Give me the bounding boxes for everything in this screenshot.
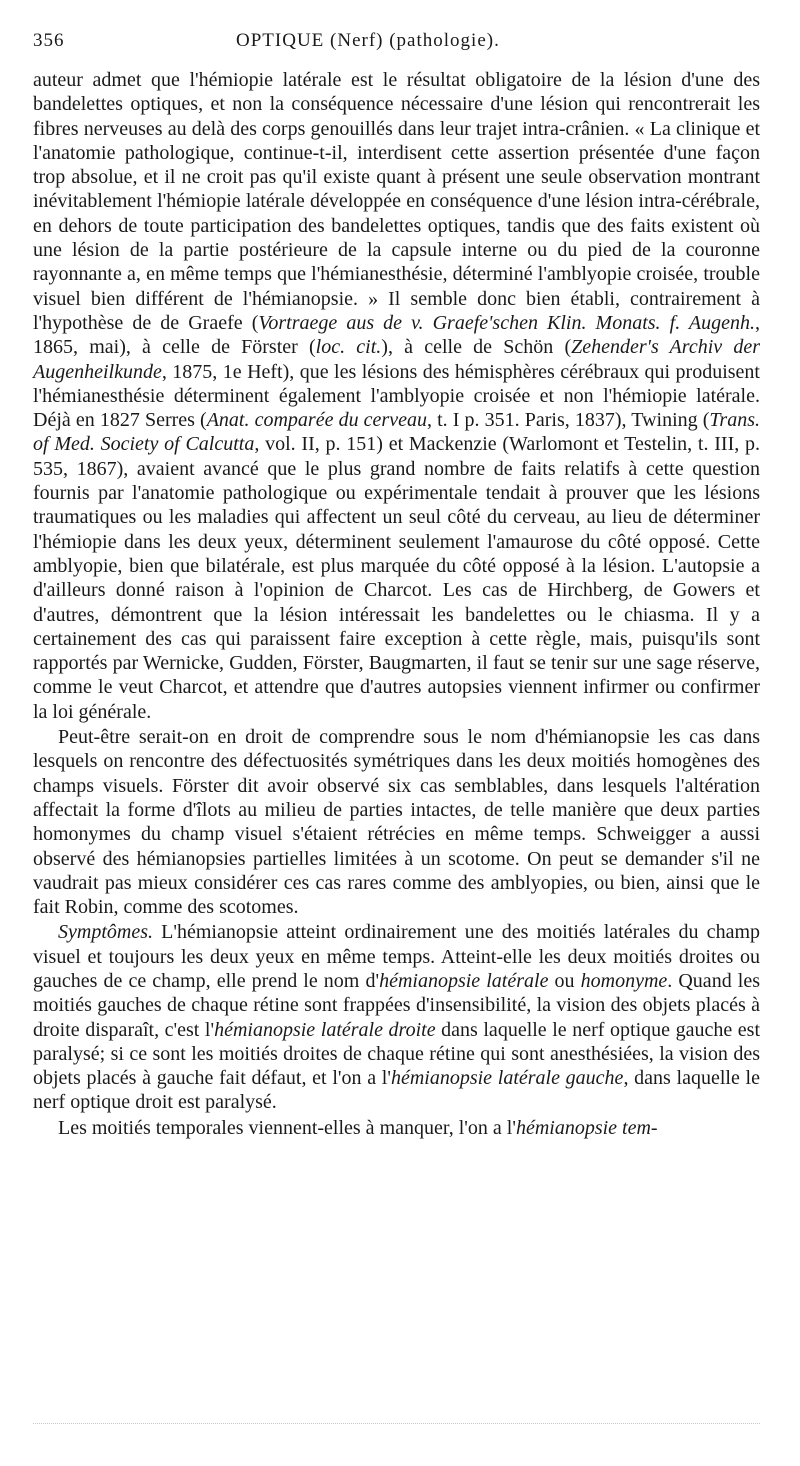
italic-run: homonyme	[580, 969, 668, 992]
italic-run: loc. cit.	[315, 336, 382, 359]
footer-dotted-rule	[33, 1423, 760, 1424]
text-run: , 1865, mai), à celle de Förster (	[33, 311, 761, 359]
running-title: OPTIQUE (Nerf) (pathologie).	[236, 30, 500, 51]
italic-run: hémianopsie latérale droite	[214, 1018, 436, 1041]
text-run: , vol. II, p. 151) et Mackenzie (Warlomont et Testelin, t. III, p. 535, 1867), avaient avancé que le plus grand nombre de faits relatifs à cette question fournis par l'anatomie pathologique ou expérimentale tendait à prouver que les lésions traumatiques ou les maladies qui affectent un seul côté du cerveau, au lieu de déterminer l'hémiopie dans les deux yeux, déterminent seulement l'amaurose du côté opposé. Cette amblyopie, bien que bilatérale, est plus marquée du côté opposé à la lésion. L'autopsie a d'ailleurs donné raison à l'opinion de Charcot. Les cas de Hirchberg, de Gowers et d'autres, démontrent que la lésion intéressait les bandelettes ou le chiasma. Il y a certainement des cas qui paraissent faire exception à cette règle, mais, puisqu'ils sont rapportés par Wernicke, Gudden, Förster, Baugmarten, il faut se tenir sur une sage réserve, comme le veut Charcot, et attendre que d'autres autopsies viennent infirmer ou confirmer la loi générale.	[33, 433, 760, 723]
page-number: 356	[33, 30, 65, 51]
text-run: auteur admet que l'hémiopie latérale est le résultat obligatoire de la lésion d'une des bandelettes optiques, et non la conséquence nécessaire d'une lésion qui rencontrerait les fibres nerveuses au delà des corps genouillés dans leur trajet intra-crânien. « La clinique et l'anatomie pathologique, continue-t-il, interdisent cette assertion présentée d'une façon trop absolue, et il ne croit pas qu'il existe quant à présent une seule observation montrant inévitablement l'hémiopie latérale développée en conséquence d'une lésion intra-cérébrale, en dehors de toute participation des bandelettes optiques, tandis que des faits existent où une lésion de la partie postérieure de la capsule interne ou du pied de la couronne rayonnante a, en même temps que l'hémianesthésie, déterminé l'amblyopie croisée, trouble visuel bien différent de l'hémianopsie. » Il semble donc bien établi, contrairement à l'hypothèse de de Graefe (	[33, 69, 760, 334]
paragraph-temporales	[33, 1116, 760, 1140]
paragraph-hemianopsie-definition	[33, 725, 760, 919]
italic-run: Zehender's Archiv der Augenheilkunde	[33, 336, 760, 383]
text-run: ), à celle de Schön (	[381, 336, 572, 359]
paragraph-continuation	[33, 68, 760, 724]
italic-run: hémianopsie latérale gauche	[390, 1067, 624, 1090]
italic-run: Anat. comparée du cerveau	[206, 409, 427, 432]
text-run: Peut-être serait-on en droit de comprendre sous le nom d'hémianopsie les cas dans lesquels on rencontre des défectuosités symétriques dans les deux moitiés homogènes des champs visuels. Förster dit avoir observé six cas semblables, dans lesquels l'altération affectait la forme d'îlots au milieu de parties intactes, de telle manière que deux parties homonymes du champ visuel s'étaient rétrécies en même temps. Schweigger a aussi observé des hémianopsies partielles limitées à un scotome. On peut se demander s'il ne vaudrait pas mieux considérer ces cas rares comme des amblyopies, ou bien, ainsi que le fait Robin, comme des scotomes.	[33, 726, 760, 919]
italic-run: hémianopsie tem-	[515, 1116, 658, 1139]
italic-run: hémianopsie latérale	[379, 969, 549, 992]
text-run: ou	[548, 969, 581, 992]
text-run: , t. I p. 351. Paris, 1837), Twining (	[426, 409, 710, 432]
body-text	[33, 68, 760, 1140]
text-run: . Quand les moitiés gauches de chaque rétine sont frappées d'insensibilité, la vision des objets placés à droite disparaît, c'est l'	[33, 969, 760, 1041]
italic-run: Vortraege aus de v. Graefe'schen Klin. Monats. f. Augenh.	[258, 311, 756, 334]
running-head	[33, 30, 760, 60]
text-run: L'hémianopsie atteint ordinairement une des moitiés latérales du champ visuel et toujours les deux yeux en même temps. Atteint-elle les deux moitiés droites ou gauches de ce champ, elle prend le nom d'	[33, 921, 760, 992]
section-heading-symptomes: Symptômes.	[58, 921, 153, 944]
text-run: dans laquelle le nerf optique gauche est paralysé; si ce sont les moitiés droites de chaque rétine qui sont anesthésiées, la vision des objets placés à gauche fait défaut, et l'on a l'	[33, 1018, 760, 1090]
paragraph-symptomes	[33, 920, 760, 1114]
text-run: , dans laquelle le nerf optique droit est paralysé.	[33, 1067, 760, 1114]
text-run: , 1875, 1e Heft), que les lésions des hémisphères cérébraux qui produisent l'hémianesthésie déterminent également l'amblyopie croisée et non l'hémiopie latérale. Déjà en 1827 Serres (	[33, 360, 760, 432]
text-run: Les moitiés temporales viennent-elles à manquer, l'on a l'	[58, 1116, 516, 1139]
italic-run: Trans. of Med. Society of Calcutta	[33, 409, 760, 456]
